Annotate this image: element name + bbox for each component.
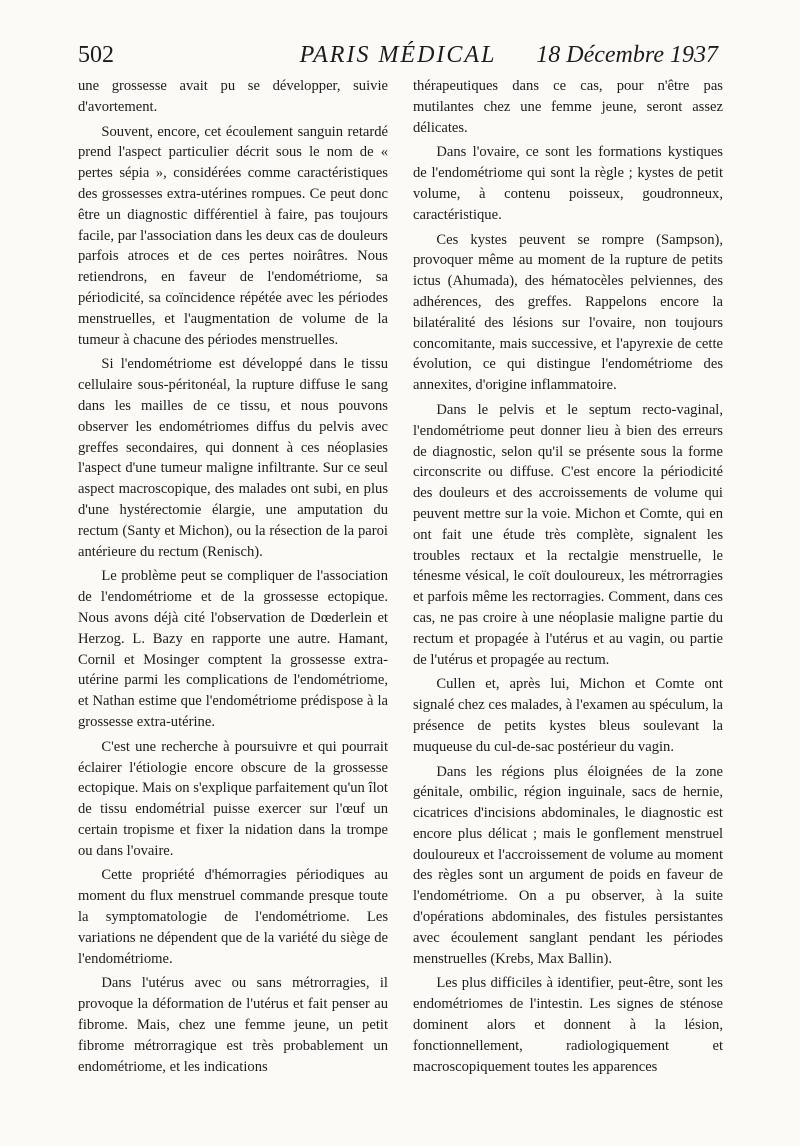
- right-column: [413, 76, 723, 1077]
- page-number: 502: [78, 42, 114, 68]
- issue-date: 18 Décembre 1937: [536, 42, 718, 68]
- paragraph: Dans les régions plus éloignées de la zone génitale, ombilic, région inguinale, sacs de hernie, cicatrices d'incisions abdominales, le diagnostic est encore plus délicat ; mais le gonflement menstruel douloureux et l'accroissement de volume au moment des règles sont un argument de poids en faveur de l'endométriome. On a pu observer, à la suite d'opérations abdominales, des fistules persistantes avec écoulement sanglant pendant les périodes menstruelles (Krebs, Max Ballin).: [413, 763, 723, 967]
- paragraph: C'est une recherche à poursuivre et qui pourrait éclairer l'étiologie encore obscure de la grossesse ectopique. Mais on s'explique parfaitement qu'un îlot de tissu endométrial puisse exercer sur l'œuf un certain tropisme et fixer la nidation dans la trompe ou dans l'ovaire.: [78, 738, 388, 859]
- paragraph: Les plus difficiles à identifier, peut-être, sont les endométriomes de l'intestin. Les signes de sténose dominent alors et donnent à la lésion, fonctionnellement, radiologiquement et macroscopiquement toutes les apparences: [413, 975, 723, 1075]
- paragraph: Dans le pelvis et le septum recto-vaginal, l'endométriome peut donner lieu à bien des erreurs de diagnostic, selon qu'il se présente sous la forme circonscrite ou diffuse. C'est encore la périodicité des douleurs et des accroissements de volume qui peuvent mettre sur la voie. Michon et Comte, qui en ont fait une étude très complète, signalent les troubles rectaux et la rectalgie menstruelle, le ténesme vésical, le coït douloureux, les métrorragies et parfois même les rectorragies. Comment, dans ces cas, ne pas croire à une néoplasie maligne partie du rectum et propagée à l'utérus et au vagin, ou partie de l'utérus et propagée au rectum.: [413, 401, 723, 668]
- paragraph: une grossesse avait pu se développer, suivie d'avortement.: [78, 78, 388, 115]
- paragraph: Si l'endométriome est développé dans le tissu cellulaire sous-péritonéal, la rupture diffuse le sang dans les mailles de ce tissu, et nous pouvons observer les endométriomes diffus du pelvis avec greffes secondaires, qui donnent à ces néoplasies l'aspect d'une tumeur maligne infiltrante. Sur ce seul aspect macroscopique, des malades ont subi, en plus d'une hystérectomie élargie, une amputation du rectum (Santy et Michon), ou la résection de la paroi antérieure du rectum (Renisch).: [78, 356, 388, 560]
- paragraph: Le problème peut se compliquer de l'association de l'endométriome et de la grossesse ectopique. Nous avons déjà cité l'observation de Dœderlein et Herzog. L. Bazy en rapporte une autre. Hamant, Cornil et Mosinger comptent la grossesse extra-utérine parmi les complications de l'endométriome, et Nathan estime que l'endométriome prédispose à la grossesse extra-utérine.: [78, 568, 388, 730]
- journal-title: PARIS MÉDICAL: [299, 42, 497, 68]
- paragraph: Souvent, encore, cet écoulement sanguin retardé prend l'aspect particulier décrit sous le nom de « pertes sépia », considérées comme caractéristiques des grossesses extra-utérines rompues. Ce peut donc être un diagnostic différentiel à faire, pas toujours facile, par l'association dans les deux cas de douleurs parfois atroces et de ces pertes noirâtres. Nous retiendrons, en faveur de l'endométriome, sa périodicité, sa coïncidence répétée avec les périodes menstruelles, et l'augmentation de volume de la tumeur à chacune des périodes menstruelles.: [78, 123, 388, 348]
- paragraph: thérapeutiques dans ce cas, pour n'être pas mutilantes chez une femme jeune, seront assez délicates.: [413, 78, 723, 136]
- paragraph: Cullen et, après lui, Michon et Comte ont signalé chez ces malades, à l'examen au spéculum, la présence de petits kystes bleus soulevant la muqueuse du cul-de-sac postérieur du vagin.: [413, 676, 723, 755]
- left-column: [78, 76, 388, 1077]
- paragraph: Dans l'ovaire, ce sont les formations kystiques de l'endométriome qui sont la règle ; kystes de petit volume, à contenu poisseux, goudronneux, caractéristique.: [413, 144, 723, 223]
- running-header: [78, 40, 718, 74]
- paragraph: Cette propriété d'hémorragies périodiques au moment du flux menstruel commande presque toute la symptomatologie de l'endométriome. Les variations ne dépendent que de la variété du siège de l'endométriome.: [78, 867, 388, 967]
- paragraph: Ces kystes peuvent se rompre (Sampson), provoquer même au moment de la rupture de petits ictus (Ahumada), des hématocèles pelviennes, des adhérences, des greffes. Rappelons encore la bilatéralité des lésions sur l'ovaire, non toujours concomitante, mais successive, et l'apyrexie de cette évolution, ce qui distingue l'endométriome des annexites, d'origine inflammatoire.: [413, 231, 723, 394]
- paragraph: Dans l'utérus avec ou sans métrorragies, il provoque la déformation de l'utérus et fait penser au fibrome. Mais, chez une femme jeune, un petit fibrome métrorragique est très probablement un endométriome, et les indications: [78, 975, 388, 1075]
